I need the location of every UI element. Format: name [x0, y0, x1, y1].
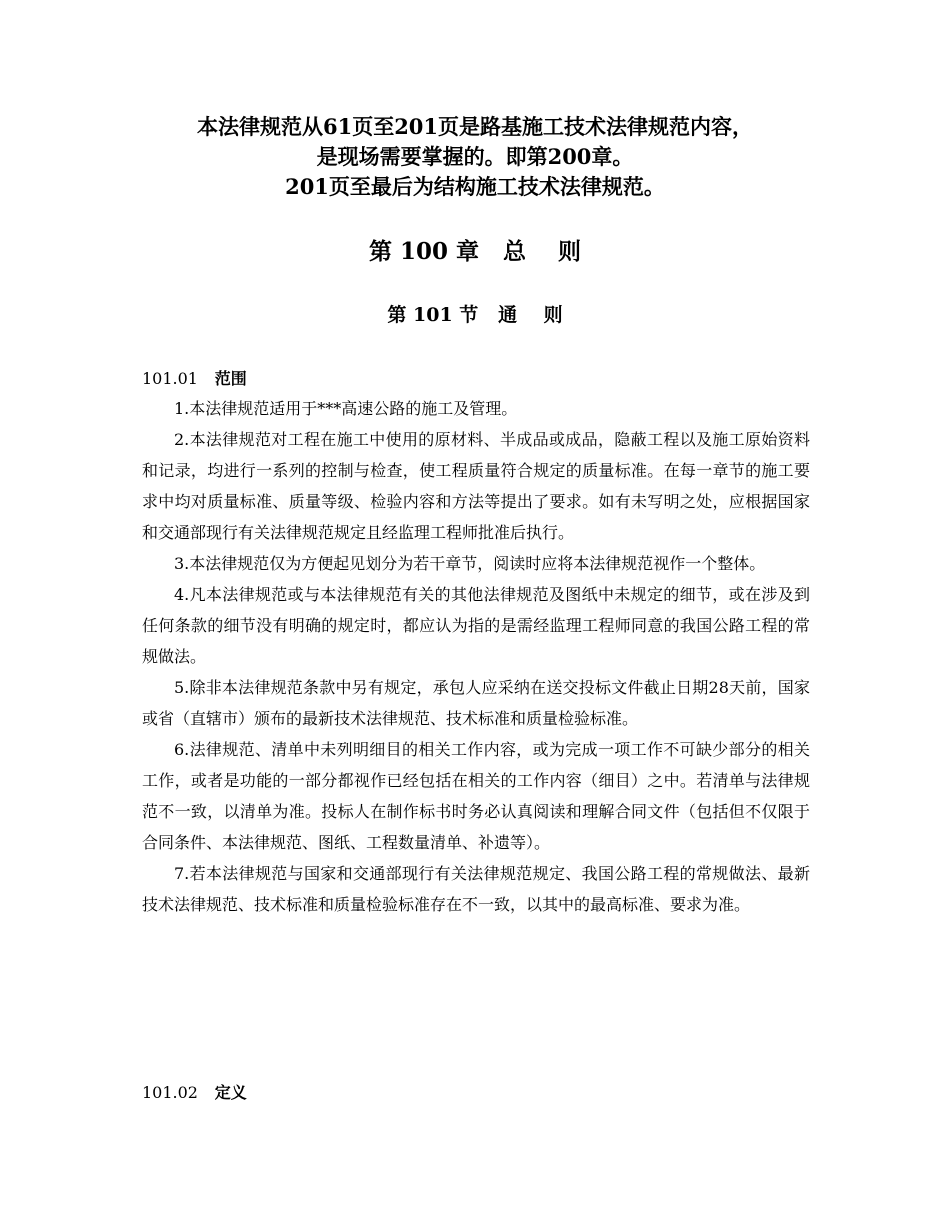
paragraph-7: 7.若本法律规范与国家和交通部现行有关法律规范规定、我国公路工程的常规做法、最新技术法律规范、技术标准和质量检验标准存在不一致，以其中的最高标准、要求为准。 — [142, 864, 810, 914]
paragraph-2: 2.本法律规范对工程在施工中使用的原材料、半成品或成品，隐蔽工程以及施工原始资料和记录，均进行一系列的控制与检查，使工程质量符合规定的质量标准。在每一章节的施工要求中均对质量标准、质量等级、检验内容和方法等提出了要求。如有未写明之处，应根据国家和交通部现行有关法律规范规定且经监理工程师批准后执行。 — [142, 430, 810, 542]
clause-title: 范围 — [214, 369, 247, 388]
paragraph-3: 3.本法律规范仅为方便起见划分为若干章节，阅读时应将本法律规范视作一个整体。 — [174, 554, 766, 573]
intro-line-3: 201页至最后为结构施工技术法律规范。 — [285, 174, 665, 199]
clause-heading-101-02 — [142, 1082, 247, 1104]
clause-number: 101.01 — [142, 369, 198, 388]
clause-body-101-01 — [142, 393, 810, 920]
clause-number: 101.02 — [142, 1083, 198, 1102]
chapter-title: 第 100 章 总 则 — [368, 238, 582, 265]
intro-line-2: 是现场需要掌握的。即第200章。 — [316, 144, 634, 169]
paragraph-6: 6.法律规范、清单中未列明细目的相关工作内容，或为完成一项工作不可缺少部分的相关工作，或者是功能的一部分都视作已经包括在相关的工作内容（细目）之中。若清单与法律规范不一致，以清单为准。投标人在制作标书时务必认真阅读和理解合同文件（包括但不仅限于合同条件、本法律规范、图纸、工程数量清单、补遗等）。 — [142, 740, 810, 852]
paragraph-1: 1.本法律规范适用于***高速公路的施工及管理。 — [174, 399, 518, 418]
clause-title: 定义 — [214, 1083, 247, 1102]
paragraph-5: 5.除非本法律规范条款中另有规定，承包人应采纳在送交投标文件截止日期28天前，国家或省（直辖市）颁布的最新技术法律规范、技术标准和质量检验标准。 — [142, 678, 810, 728]
intro-note — [0, 112, 950, 202]
intro-line-1: 本法律规范从61页至201页是路基施工技术法律规范内容， — [196, 114, 754, 139]
paragraph-4: 4.凡本法律规范或与本法律规范有关的其他法律规范及图纸中未规定的细节，或在涉及到任何条款的细节没有明确的规定时，都应认为指的是需经监理工程师同意的我国公路工程的常规做法。 — [142, 585, 810, 666]
section-title: 第 101 节 通 则 — [387, 304, 563, 326]
clause-heading-101-01 — [142, 368, 247, 390]
